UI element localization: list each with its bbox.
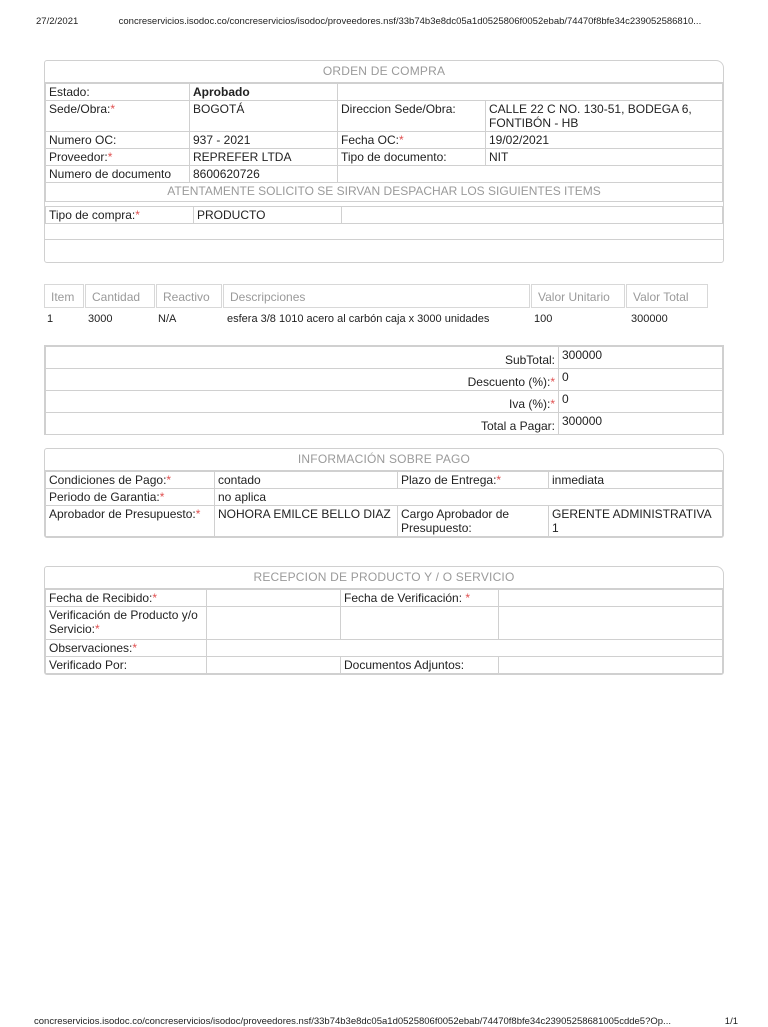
adjuntos-label: Documentos Adjuntos: [341,657,499,674]
numero-doc-value: 8600620726 [190,166,338,183]
item-reactivo: N/A [158,313,177,325]
descuento-label: Descuento (%): [467,375,551,389]
sede-value: BOGOTÁ [190,101,338,132]
subtotal-value: 300000 [559,347,723,369]
print-date: 27/2/2021 [36,16,79,27]
iva-value: 0 [559,391,723,413]
orden-title: ORDEN DE COMPRA [45,61,723,83]
estado-value: Aprobado [190,84,338,101]
tipo-compra-value: PRODUCTO [194,207,342,224]
fecha-recibido-field[interactable] [207,590,341,607]
estado-label: Estado: [46,84,190,101]
required-mark: * [107,150,113,164]
sede-label: Sede/Obra: [49,102,111,116]
required-mark: * [550,375,555,389]
table-row [44,313,724,329]
fecha-recibido-label: Fecha de Recibido: [49,591,153,605]
orden-de-compra-section [44,60,724,263]
tipo-compra-label: Tipo de compra: [49,208,136,222]
items-header-cantidad: Cantidad [85,284,155,308]
item-number: 1 [47,313,54,325]
required-mark: * [496,473,502,487]
numero-oc-value: 937 - 2021 [190,132,338,149]
pago-section [44,448,724,538]
iva-label: Iva (%): [508,397,551,411]
items-header-valor-unitario: Valor Unitario [531,284,625,308]
required-mark: * [110,102,116,116]
required-mark: * [550,397,555,411]
subtotal-label: SubTotal: [504,353,555,367]
required-mark: * [95,622,100,636]
aprobador-value: NOHORA EMILCE BELLO DIAZ [215,506,398,537]
print-header [36,16,738,27]
required-mark: * [465,591,471,605]
items-header-descripciones: Descripciones [223,284,530,308]
total-value: 300000 [559,413,723,435]
item-valor-total: 300000 [631,313,668,325]
items-header-row [44,284,724,310]
fecha-oc-label: Fecha OC: [341,133,400,147]
footer-url: concreservicios.isodoc.co/concreservicios/isodoc/proveedores.nsf/33b74b3e8dc05a1d0525806f0052ebab/74470f8bfe34c23905258681005cdde5?Op... [34,1016,671,1027]
print-url: concreservicios.isodoc.co/concreservicios/isodoc/proveedores.nsf/33b74b3e8dc05a1d0525806f0052ebab/74470f8bfe34c239052586810... [118,16,702,27]
fecha-verificacion-label: Fecha de Verificación: [344,591,463,605]
item-descripcion: esfera 3/8 1010 acero al carbón caja x 3000 unidades [227,313,490,325]
total-label: Total a Pagar: [480,419,555,433]
verificacion-label: Verificación de Producto y/o Servicio: [49,608,198,636]
required-mark: * [135,208,140,222]
condiciones-value: contado [215,472,398,489]
observaciones-field[interactable] [207,640,723,657]
cargo-label: Cargo Aprobador de Presupuesto: [398,506,549,537]
items-header-valor-total: Valor Total [626,284,708,308]
plazo-value: inmediata [549,472,723,489]
proveedor-label: Proveedor: [49,150,108,164]
condiciones-label: Condiciones de Pago: [49,473,167,487]
required-mark: * [399,133,404,147]
verificado-field[interactable] [207,657,341,674]
garantia-value: no aplica [215,489,723,506]
fecha-oc-value: 19/02/2021 [486,132,723,149]
totales-section [44,345,724,435]
verificacion-extra [341,607,499,640]
required-mark: * [152,591,158,605]
verificado-label: Verificado Por: [46,657,207,674]
print-footer [34,1016,738,1027]
required-mark: * [166,473,172,487]
numero-doc-label: Numero de documento [46,166,190,183]
tipo-doc-value: NIT [486,149,723,166]
observaciones-label: Observaciones: [49,641,133,655]
items-header-reactivo: Reactivo [156,284,222,308]
item-cantidad: 3000 [88,313,113,325]
direccion-label: Direccion Sede/Obra: [338,101,486,132]
proveedor-value: REPREFER LTDA [190,149,338,166]
recepcion-section [44,566,724,675]
required-mark: * [195,507,201,521]
required-mark: * [132,641,138,655]
cargo-value: GERENTE ADMINISTRATIVA 1 [549,506,723,537]
pago-title: INFORMACIÓN SOBRE PAGO [45,449,723,471]
plazo-label: Plazo de Entrega: [401,473,497,487]
adjuntos-field[interactable] [499,657,723,674]
fecha-verificacion-field[interactable] [499,590,723,607]
item-valor-unitario: 100 [534,313,553,325]
numero-oc-label: Numero OC: [46,132,190,149]
recepcion-title: RECEPCION DE PRODUCTO Y / O SERVICIO [45,567,723,589]
tipo-doc-label: Tipo de documento: [338,149,486,166]
aprobador-label: Aprobador de Presupuesto: [49,507,196,521]
descuento-value: 0 [559,369,723,391]
items-header-item: Item [44,284,84,308]
direccion-value: CALLE 22 C NO. 130-51, BODEGA 6, FONTIBÓN - HB [486,101,723,132]
required-mark: * [159,490,165,504]
page-number: 1/1 [724,1016,738,1027]
solicito-text: ATENTAMENTE SOLICITO SE SIRVAN DESPACHAR LOS SIGUIENTES ITEMS [46,183,723,202]
garantia-label: Periodo de Garantia: [49,490,160,504]
verificacion-field[interactable] [207,607,341,640]
verificacion-extra-2 [499,607,723,640]
